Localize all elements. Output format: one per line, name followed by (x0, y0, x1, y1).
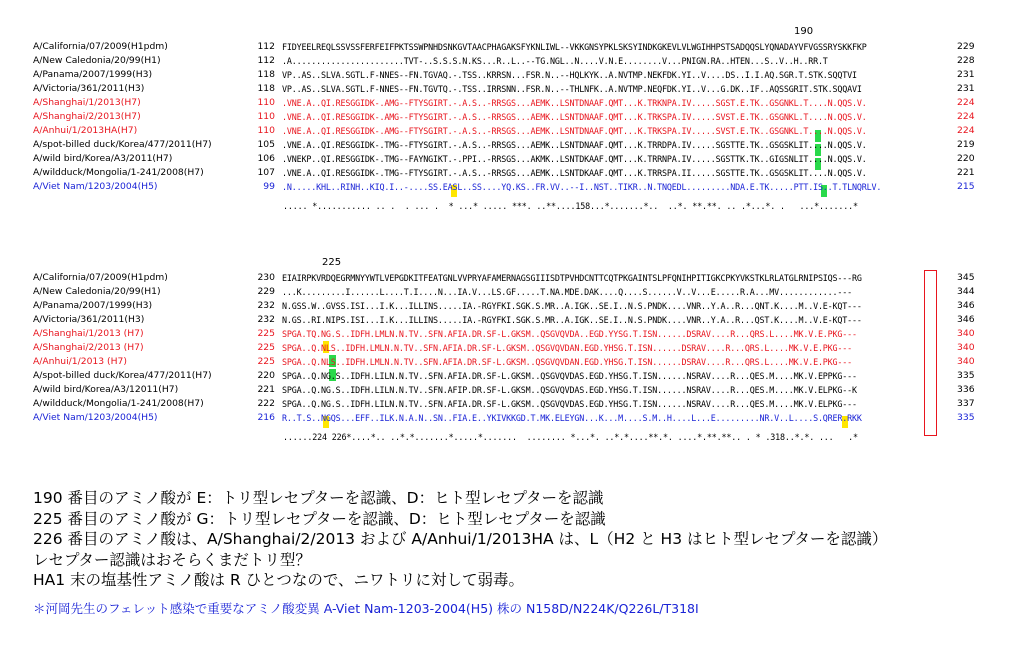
end-position: 340 (957, 356, 975, 367)
strain-name: A/Shanghai/2/2013(H7) (33, 111, 141, 122)
sequence: .VNEKP..QI.RESGGIDK-.TMG--FAYNGIKT.-.PPI..-RRSGS...AKMK..LSNTDKAAF.QMT...K.TRRNPA.IV.....SGSTTK.TK..GIGSNLIT....N.QQS.V. (282, 154, 867, 164)
sequence-row (0, 341, 1028, 355)
sequence: SPGA..Q.NG.S..IDFH.LILN.N.TV..SFN.AFIA.DR.SF-L.GKSM..QSGVQVDAS.EGD.YHSG.T.ISN......NSRAV....R...QES.M....MK.V.ELPKG--- (282, 399, 857, 409)
start-position: 99 (263, 181, 275, 192)
sequence: .VNE.A..QI.RESGGIDK-.AMG--FTYSGIRT.-.A.S..-RRSGS...AEMK..LSNTDNAAF.QMT...K.TRKSPA.IV.....SVST.E.TK..GSGNKL.T....N.QQS.V. (282, 112, 867, 122)
sequence-row (0, 383, 1028, 397)
sequence: SPGA..Q.NG.S..IDFH.LILN.N.TV..SFN.AFIA.DR.SF-L.GKSM..QSGVQVDAS.EGD.YHSG.T.ISN......NSRAV....R...QES.M....MK.V.EPPKG--- (282, 371, 857, 381)
start-position: 107 (257, 167, 275, 178)
strain-name: A/New Caledonia/20/99(H1) (33, 55, 161, 66)
strain-name: A/New Caledonia/20/99(H1) (33, 286, 161, 297)
end-position: 340 (957, 328, 975, 339)
sequence-row (0, 96, 1028, 110)
strain-name: A/Shanghai/2/2013 (H7) (33, 342, 144, 353)
strain-name: A/wild bird/Korea/A3/12011(H7) (33, 384, 179, 395)
start-position: 225 (257, 356, 275, 367)
end-position: 231 (957, 83, 975, 94)
end-position: 336 (957, 384, 975, 395)
note-line-3: 226 番目のアミノ酸は、A/Shanghai/2/2013 および A/Anhui/1/2013HA は、L（H2 と H3 はヒト型レセプターを認識） (33, 530, 888, 548)
strain-name: A/Viet Nam/1203/2004(H5) (33, 181, 158, 192)
sequence-row (0, 166, 1028, 180)
sequence: SPGA..Q.NG.S..IDFH.LILN.N.TV..SFN.AFIP.DR.SF-L.GKSM..QSGVQVDAS.EGD.YHSG.T.ISN......NSRAV....R...QES.M....MK.V.ELPKG--K (282, 385, 857, 395)
consensus-line-2: ......224 226*....*.. ..*.*.......*.....*....... ........ *...*. ..*.*....**.*. ....*.**.**.. . * .318..*.*. ... .* (283, 432, 858, 442)
strain-name: A/Viet Nam/1203/2004(H5) (33, 412, 158, 423)
sequence-row (0, 355, 1028, 369)
start-position: 221 (257, 384, 275, 395)
sequence: SPGA..Q.NLS..IDFH.LMLN.N.TV..SFN.AFIA.DR.SF-L.GKSM..QSGVQVDAN.EGD.YHSG.T.ISN......DSRAV....R...QRS.L....MK.V.E.PKG--- (282, 357, 853, 367)
start-position: 232 (257, 300, 275, 311)
end-position: 220 (957, 153, 975, 164)
end-position: 224 (957, 111, 975, 122)
sequence: .N.....KHL..RINH..KIQ.I..-....SS.EASL..SS....YQ.KS..FR.VV..--I..NST..TIKR..N.TNQEDL.........NDA.E.TK.....PTT.IS..T.TLNQRLV. (282, 182, 882, 192)
strain-name: A/California/07/2009(H1pdm) (33, 272, 168, 283)
start-position: 112 (257, 55, 275, 66)
strain-name: A/spot-billed duck/Korea/477/2011(H7) (33, 139, 212, 150)
sequence-row (0, 299, 1028, 313)
end-position: 221 (957, 167, 975, 178)
end-position: 340 (957, 342, 975, 353)
strain-name: A/Anhui/1/2013HA(H7) (33, 125, 138, 136)
sequence-row (0, 138, 1028, 152)
strain-name: A/wildduck/Mongolia/1-241/2008(H7) (33, 167, 204, 178)
sequence-row (0, 313, 1028, 327)
sequence-row (0, 180, 1028, 194)
start-position: 110 (257, 111, 275, 122)
note-line-4: レセプター認識はおそらくまだトリ型？ (33, 550, 311, 569)
sequence-row (0, 82, 1028, 96)
sequence: ...K.........I......L....T.I....N...IA.V...LS.GF.....T.NA.MDE.DAK....Q....S......V..V...E.....R.A...MV............--- (282, 287, 853, 297)
strain-name: A/California/07/2009(H1pdm) (33, 41, 168, 52)
sequence: .VNE.A..QI.RESGGIDK-.AMG--FTYSGIRT.-.A.S..-RRSGS...AEMK..LSNTDNAAF.QMT...K.TRKNPA.IV.....SGST.E.TK..GSGNKL.T....N.QQS.V. (282, 98, 867, 108)
sequence-row (0, 124, 1028, 138)
annotation-notes (33, 488, 887, 591)
start-position: 216 (257, 412, 275, 423)
start-position: 105 (257, 139, 275, 150)
strain-name: A/Victoria/361/2011(H3) (33, 314, 145, 325)
note-line-1: 190 番目のアミノ酸が E：トリ型レセプターを認識、D：ヒト型レセプターを認識 (33, 489, 604, 507)
strain-name: A/Anhui/1/2013 (H7) (33, 356, 127, 367)
sequence-row (0, 369, 1028, 383)
sequence: N.GS..RI.NIPS.ISI...I.K...ILLINS.....IA.-RGYFKI.SGK.S.MR..A.IGK..SE.I..N.S.PNDK....VNR..Y.A..R...QST.K....M..V.E-KQT--- (282, 315, 862, 325)
sequence: SPGA..Q.NLS..IDFH.LMLN.N.TV..SFN.AFIA.DR.SF-L.GKSM..QSGVQVDAN.EGD.YHSG.T.ISN......DSRAV....R...QRS.L....MK.V.E.PKG--- (282, 343, 853, 353)
end-position: 219 (957, 139, 975, 150)
end-position: 231 (957, 69, 975, 80)
end-position: 345 (957, 272, 975, 283)
sequence: .VNE.A..QI.RESGGIDK-.AMG--FTYSGIRT.-.A.S..-RRSGS...AEMK..LSNTDNAAF.QMT...K.TRKSPA.IV.....SVST.E.TK..GSGNKL.T....N.QQS.V. (282, 126, 867, 136)
start-position: 110 (257, 97, 275, 108)
sequence: VP..AS..SLVA.SGTL.F-NNES--FN.TGVAQ.-.TSS..KRRSN...FSR.N..--HQLKYK..A.NVTMP.NEKFDK.YI..V....DS..I.I.AQ.SGR.T.STK.SQQTVI (282, 70, 857, 80)
end-position: 335 (957, 412, 975, 423)
end-position: 215 (957, 181, 975, 192)
sequence-row (0, 285, 1028, 299)
sequence: FIDYEELREQLSSVSSFERFEIFPKTSSWPNHDSNKGVTAACPHAGAKSFYKNLIWL--VKKGNSYPKLSKSYINDKGKEVLVLWGIHHPSTSADQQSLYQNADAYVFVGSSRYSKKFKP (282, 42, 867, 52)
strain-name: A/Shanghai/1/2013 (H7) (33, 328, 144, 339)
end-position: 335 (957, 370, 975, 381)
sequence-row (0, 271, 1028, 285)
sequence: R..T.S..NGQS...EFF..ILK.N.A.N..SN..FIA.E..YKIVKKGD.T.MK.ELEYGN...K...M....S.M..H....L...E.........NR.V..L....S.QRER.RKK (282, 413, 862, 423)
end-position: 224 (957, 125, 975, 136)
sequence: VP..AS..SLVA.SGTL.F-NNES--FN.TGVTQ.-.TSS..IRRSNN..FSR.N..--THLNFK..A.NVTMP.NEQFDK.YI..V...G.DK..IF..AQSSGRIT.STK.SQQAVI (282, 84, 862, 94)
end-position: 337 (957, 398, 975, 409)
sequence: EIAIRPKVRDQEGRMNYYWTLVEPGDKITFEATGNLVVPRYAFAMERNAGSGIIISDTPVHDCNTTCQTPKGAINTSLPFQNIHPITIGKCPKYVKSTKLRLATGLRNIPSIQS---RG (282, 273, 862, 283)
sequence-row (0, 411, 1028, 425)
sequence: N.GSS.W..GVSS.ISI...I.K...ILLINS.....IA.-RGYFKI.SGK.S.MR..A.IGK..SE.I..N.S.PNDK....VNR..Y.A..R...QNT.K....M..V.E-KQT--- (282, 301, 862, 311)
start-position: 230 (257, 272, 275, 283)
start-position: 232 (257, 314, 275, 325)
sequence-row (0, 54, 1028, 68)
sequence: .VNE.A..QI.RESGGIDK-.TMG--FTYSGIRT.-.A.S..-RRSGS...AEMK..LSNTDNAAF.QMT...K.TRRDPA.IV.....SGSTTE.TK..GSGSKLIT....N.QQS.V. (282, 140, 867, 150)
end-position: 228 (957, 55, 975, 66)
sequence-row (0, 110, 1028, 124)
start-position: 118 (257, 69, 275, 80)
sequence-row (0, 40, 1028, 54)
sequence: .A.......................TVT-..S.S.S.N.KS...R..L..--TG.NGL..N....V.N.E........V...PNIGN.RA..HTEN...S..V..H..RR.T (282, 56, 828, 66)
strain-name: A/wild bird/Korea/A3/2011(H7) (33, 153, 173, 164)
start-position: 110 (257, 125, 275, 136)
sequence-row (0, 397, 1028, 411)
start-position: 106 (257, 153, 275, 164)
strain-name: A/Panama/2007/1999(H3) (33, 300, 153, 311)
start-position: 229 (257, 286, 275, 297)
strain-name: A/Panama/2007/1999(H3) (33, 69, 153, 80)
strain-name: A/Shanghai/1/2013(H7) (33, 97, 141, 108)
start-position: 222 (257, 398, 275, 409)
start-position: 225 (257, 328, 275, 339)
sequence: SPGA.TQ.NG.S..IDFH.LMLN.N.TV..SFN.AFIA.DR.SF-L.GKSM..QSGVQVDA..EGD.YYSG.T.ISN......DSRAV....R...QRS.L....MK.V.E.PKG--- (282, 329, 857, 339)
position-label-225: 225 (322, 257, 342, 268)
start-position: 112 (257, 41, 275, 52)
sequence-row (0, 68, 1028, 82)
sequence-row (0, 327, 1028, 341)
end-position: 224 (957, 97, 975, 108)
position-label-190: 190 (794, 26, 814, 37)
sequence-row (0, 152, 1028, 166)
strain-name: A/wildduck/Mongolia/1-241/2008(H7) (33, 398, 204, 409)
note-line-5: HA1 末の塩基性アミノ酸は R ひとつなので、ニワトリに対して弱毒。 (33, 571, 525, 589)
start-position: 220 (257, 370, 275, 381)
end-position: 229 (957, 41, 975, 52)
sequence: .VNE.A..QI.RESGGIDK-.TMG--FTYSGIRT.-.A.S..-RRSGS...AEMK..LSNTDKAAF.QMT...K.TRRSPA.II.....SGSTTE.TK..GSGSKLIT....N.QQS.V. (282, 168, 867, 178)
footnote: ＊河岡先生のフェレット感染で重要なアミノ酸変異 A-Viet Nam-1203-2004(H5) 株の N158D/N224K/Q226L/T318I (33, 601, 699, 616)
strain-name: A/spot-billed duck/Korea/477/2011(H7) (33, 370, 212, 381)
end-position: 344 (957, 286, 975, 297)
consensus-line-1: ..... *........... .. . . ... . * ...* ..... ***. ..**....158...*.......*.. ..*. **.**. .. .*...*. . ...*.......* (283, 201, 858, 211)
note-line-2: 225 番目のアミノ酸が G：トリ型レセプターを認識、D：ヒト型レセプターを認識 (33, 509, 606, 528)
end-position: 346 (957, 300, 975, 311)
end-position: 346 (957, 314, 975, 325)
strain-name: A/Victoria/361/2011(H3) (33, 83, 145, 94)
start-position: 225 (257, 342, 275, 353)
start-position: 118 (257, 83, 275, 94)
